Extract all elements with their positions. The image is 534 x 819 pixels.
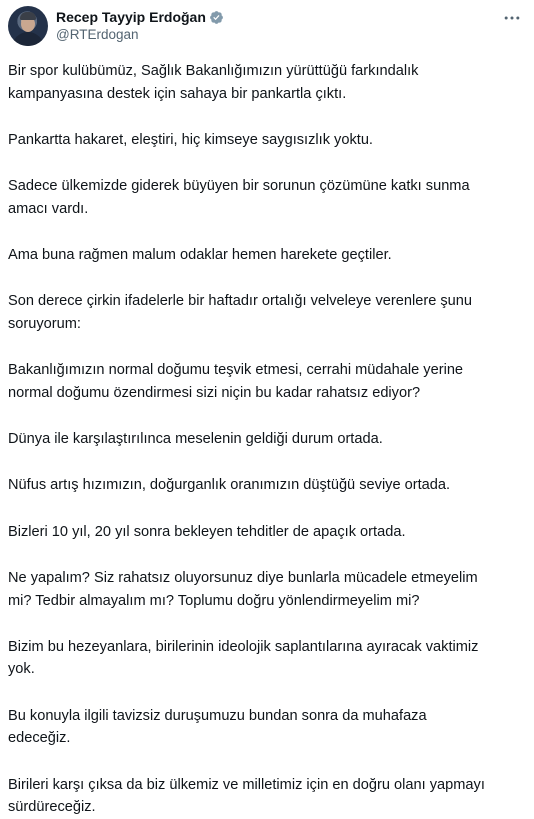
tweet-paragraph: Ama buna rağmen malum odaklar hemen harekete geçtiler. xyxy=(8,247,392,264)
more-options-button[interactable] xyxy=(498,6,526,30)
tweet-paragraph: Ne yapalım? Siz rahatsız oluyorsunuz diye bunlarla mücadele etmeyelim mi? Tedbir almayalım mı? Toplumu doğru yönlendirmeyelim mi? xyxy=(8,569,478,609)
author-name-row[interactable] xyxy=(56,8,224,26)
tweet-paragraph: Dünya ile karşılaştırılınca meselenin geldiği durum ortada. xyxy=(8,431,383,448)
tweet-paragraph: Nüfus artış hızımızın, doğurganlık oranımızın düştüğü seviye ortada. xyxy=(8,477,451,494)
verified-badge-icon xyxy=(209,10,224,25)
tweet-paragraph: Bu konuyla ilgili tavizsiz duruşumuzu bundan sonra da muhafaza edeceğiz. xyxy=(8,707,427,747)
tweet-paragraph: Sadece ülkemizde giderek büyüyen bir sorunun çözümüne katkı sunma amacı vardı. xyxy=(8,178,470,217)
tweet-text xyxy=(8,60,528,819)
avatar-hair xyxy=(20,12,36,20)
tweet-paragraph: Birileri karşı çıksa da biz ülkemiz ve milletimiz için en doğru olanı yapmayı sürdüreceğiz. xyxy=(8,776,485,816)
avatar[interactable] xyxy=(8,6,48,46)
author-display-name[interactable]: Recep Tayyip Erdoğan xyxy=(56,9,206,25)
tweet-paragraph: Son derece çirkin ifadelerle bir haftadır ortalığı velveleye verenlere şunu soruyorum: xyxy=(8,293,473,332)
author-handle[interactable]: @RTErdogan xyxy=(56,27,139,42)
tweet-paragraph: Bakanlığımızın normal doğumu teşvik etmesi, cerrahi müdahale yerine normal doğumu özendirmesi sizi niçin bu kadar rahatsız ediyor? xyxy=(8,362,464,401)
avatar-shoulders xyxy=(12,32,44,46)
tweet-header xyxy=(0,0,534,52)
tweet-paragraph: Bizleri 10 yıl, 20 yıl sonra bekleyen tehditler de apaçık ortada. xyxy=(8,523,406,540)
tweet-paragraph: Bir spor kulübümüz, Sağlık Bakanlığımızın yürüttüğü farkındalık kampanyasına destek için sahaya bir pankartla çıktı. xyxy=(8,63,419,102)
tweet-paragraph: Pankartta hakaret, eleştiri, hiç kimseye saygısızlık yoktu. xyxy=(8,131,373,148)
tweet-paragraph: Bizim bu hezeyanlara, birilerinin ideolojik saplantılarına ayıracak vaktimiz yok. xyxy=(8,638,479,678)
more-horizontal-icon xyxy=(502,8,522,28)
